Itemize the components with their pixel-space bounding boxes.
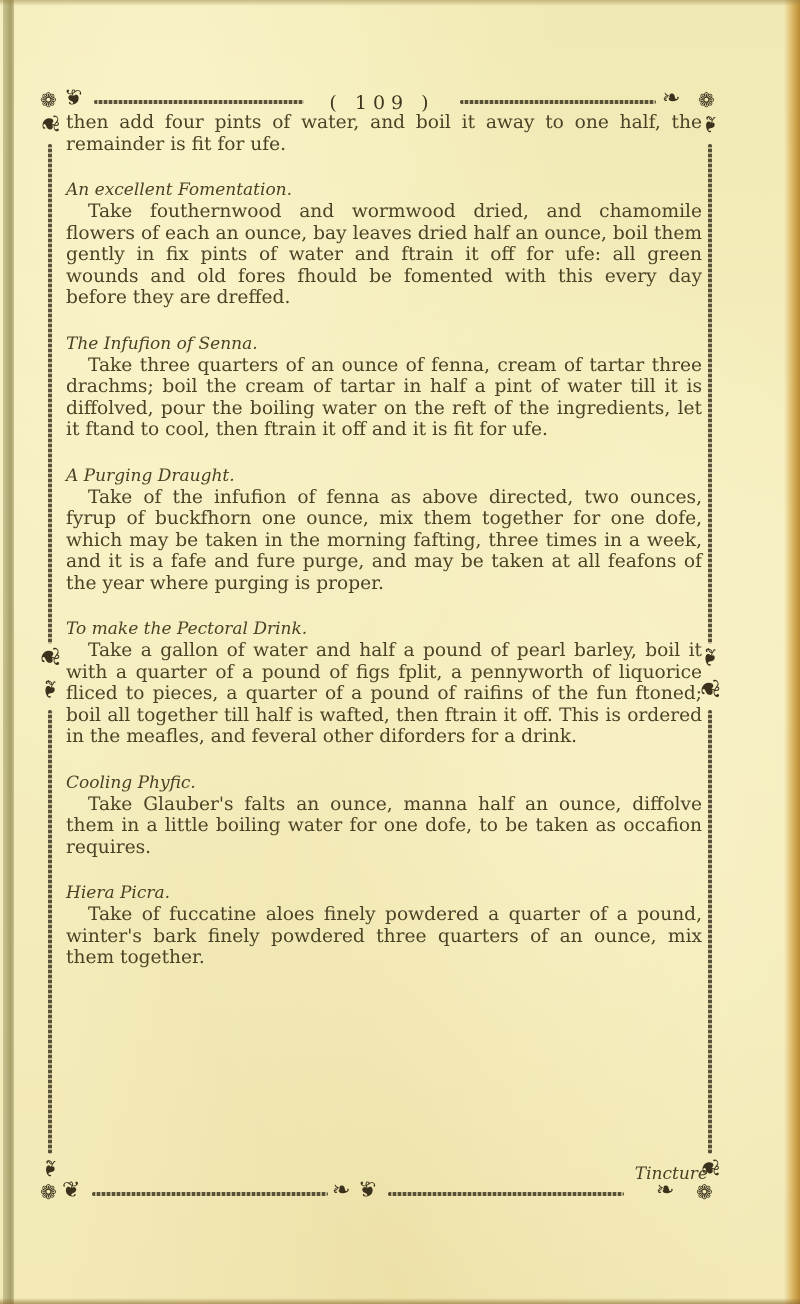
corner-flower-icon: ❁ [40,1180,57,1204]
continuation-paragraph: then add four pints of water, and boil it away to one half, the remainder is fit for ufe. [66,112,702,155]
bottom-rule-right [388,1192,624,1196]
ornamental-frame [33,86,725,1204]
spacer [66,309,702,333]
scroll-ornament-icon: ❦ [358,1178,377,1203]
top-rule-left [94,100,304,104]
scroll-ornament-icon: ❧ [332,1178,351,1203]
section-body-fomentation: Take fouthernwood and wormwood dried, and chamomile flowers of each an ounce, bay leaves dried half an ounce, boil them gently in fix pints of water and ftrain it off for ufe: all green wounds and old fores fhould be fomented with this every day before they are dreffed. [66,201,702,308]
page-edge-foxing [784,0,800,1304]
scroll-ornament-icon: ❧ [662,86,681,111]
top-rule-right [460,100,656,104]
spacer [66,858,702,882]
scroll-ornament-icon: ❦ [64,86,83,111]
right-rule-upper [708,144,712,644]
scroll-ornament-icon: ❦ [36,113,65,135]
scroll-ornament-icon: ❧ [33,678,64,700]
section-body-cooling-physic: Take Glauber's falts an ounce, manna half an ounce, diffolve them in a little boiling water for one dofe, to be taken as occafion requires. [66,793,702,858]
section-heading-hiera-picra: Hiera Picra. [66,883,171,903]
section-body-infusion-of-senna: Take three quarters of an ounce of fenna, cream of tartar three drachms; boil the cream of tartar in half a pint of water till it is diffolved, pour the boiling water on the reft of the ingredients, let it ftand to cool, then ftrain it off and it is fit for ufe. [66,354,702,440]
page-number: ( 109 ) [329,92,435,114]
left-rule-lower [48,710,52,1154]
scroll-ornament-icon: ❧ [693,646,724,668]
corner-flower-icon: ❁ [698,88,715,112]
section-heading-fomentation: An excellent Fomentation. [66,180,293,200]
corner-flower-icon: ❁ [696,1180,713,1204]
scroll-ornament-icon: ❧ [36,1157,65,1179]
spacer [66,594,702,618]
spacer [66,441,702,465]
scroll-ornament-icon: ❧ [696,113,725,135]
bottom-shadow [0,1298,800,1304]
section-heading-pectoral-drink: To make the Pectoral Drink. [66,619,308,639]
catchword: Tincture [634,1164,708,1184]
section-heading-purging-draught: A Purging Draught. [66,465,235,486]
scroll-ornament-icon: ❦ [693,678,724,700]
top-shadow [0,0,800,6]
scroll-ornament-icon: ❦ [62,1178,81,1203]
page-text [66,112,702,969]
scroll-ornament-icon: ❦ [696,1157,725,1179]
spacer [66,748,702,772]
section-body-pectoral-drink: Take a gallon of water and half a pound of pearl barley, boil it with a quarter of a pound of figs fplit, a pennyworth of liquorice fliced to pieces, a quarter of a pound of raifins of the fun ftoned; boil all together till half is wafted, then ftrain it off. This is ordered in the meafles, and feveral other diforders for a drink. [66,640,702,747]
section-heading-cooling-physic: Cooling Phyfic. [66,772,196,793]
book-gutter-edge [3,0,14,1304]
corner-flower-icon: ❁ [40,88,57,112]
spacer [66,155,702,179]
section-heading-infusion-of-senna: The Infufion of Senna. [66,333,258,354]
left-rule-upper [48,144,52,644]
bottom-rule-left [92,1192,328,1196]
scroll-ornament-icon: ❦ [33,646,64,668]
section-body-hiera-picra: Take of fuccatine aloes finely powdered a quarter of a pound, winter's bark finely powdered three quarters of an ounce, mix them together. [66,904,702,968]
right-rule-lower [708,710,712,1154]
section-body-purging-draught: Take of the infufion of fenna as above directed, two ounces, fyrup of buckfhorn one ounce, mix them together for one dofe, which may be taken in the morning fafting, three times in a week, and it is a fafe and fure purge, and may be taken at all feafons of the year where purging is proper. [66,486,702,594]
scroll-ornament-icon: ❧ [656,1178,675,1203]
